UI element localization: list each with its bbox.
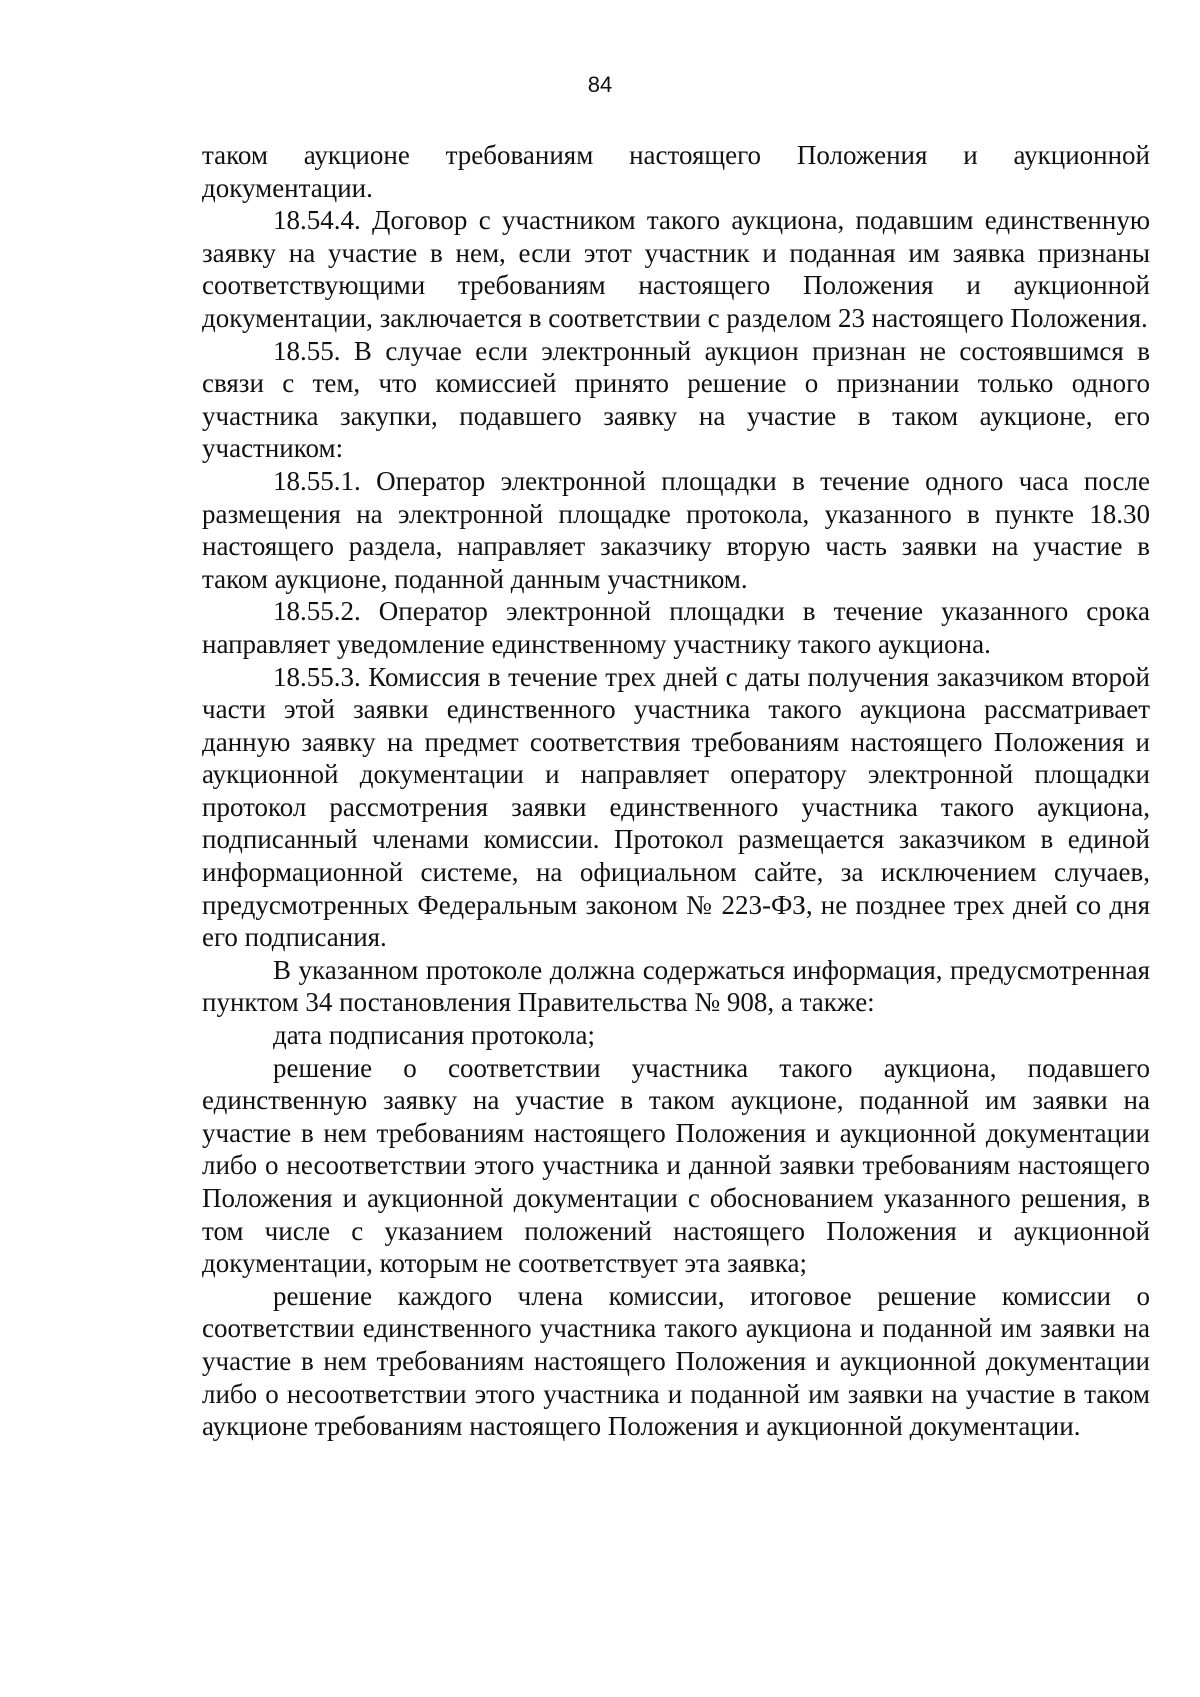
paragraph-protocol-info: В указанном протоколе должна содержаться информация, предусмотренная пунктом 34 постановления Правительства № 908, а также:	[202, 954, 1150, 1018]
paragraph-18-55-3: 18.55.3. Комиссия в течение трех дней с даты получения заказчиком второй части этой заявки единственного участника такого аукциона рассматривает данную заявку на предмет соответствия требованиям настоящего Положения и аукционной документации и направляет оператору электронной площадки протокол рассмотрения заявки единственного участника такого аукциона, подписанный членами комиссии. Протокол размещается заказчиком в единой информационной системе, на официальном сайте, за исключением случаев, предусмотренных Федеральным законом № 223-ФЗ, не позднее трех дней со дня его подписания.	[202, 661, 1150, 953]
paragraph-continuation: таком аукционе требованиям настоящего Положения и аукционной документации.	[202, 140, 1150, 203]
paragraph-member-decision: решение каждого члена комиссии, итоговое решение комиссии о соответствии единственного участника такого аукциона и поданной им заявки на участие в нем требованиям настоящего Положения и аукционной документации либо о несоответствии этого участника и поданной им заявки на участие в таком аукционе требованиям настоящего Положения и аукционной документации.	[202, 1280, 1150, 1442]
paragraph-18-55-2: 18.55.2. Оператор электронной площадки в течение указанного срока направляет уведомление единственному участнику такого аукциона.	[202, 596, 1150, 659]
paragraph-18-55: 18.55. В случае если электронный аукцион признан не состоявшимся в связи с тем, что комиссией принято решение о признании только одного участника закупки, подавшего заявку на участие в таком аукционе, его участником:	[202, 335, 1150, 464]
page-number: 84	[587, 72, 613, 97]
paragraph-signing-date: дата подписания протокола;	[273, 1020, 595, 1051]
document-body	[202, 139, 1150, 1443]
paragraph-compliance-decision: решение о соответствии участника такого аукциона, подавшего единственную заявку на участие в таком аукционе, поданной им заявки на участие в нем требованиям настоящего Положения и аукционной документации либо о несоответствии этого участника и данной заявки требованиям настоящего Положения и аукционной документации с обоснованием указанного решения, в том числе с указанием положений настоящего Положения и аукционной документации, которым не соответствует эта заявка;	[202, 1052, 1150, 1279]
paragraph-18-54-4: 18.54.4. Договор с участником такого аукциона, подавшим единственную заявку на участие в нем, если этот участник и поданная им заявка признаны соответствующими требованиям настоящего Положения и аукционной документации, заключается в соответствии с разделом 23 настоящего Положения.	[202, 205, 1150, 333]
paragraph-18-55-1: 18.55.1. Оператор электронной площадки в течение одного часа после размещения на электронной площадке протокола, указанного в пункте 18.30 настоящего раздела, направляет заказчику вторую часть заявки на участие в таком аукционе, поданной данным участником.	[202, 465, 1150, 594]
